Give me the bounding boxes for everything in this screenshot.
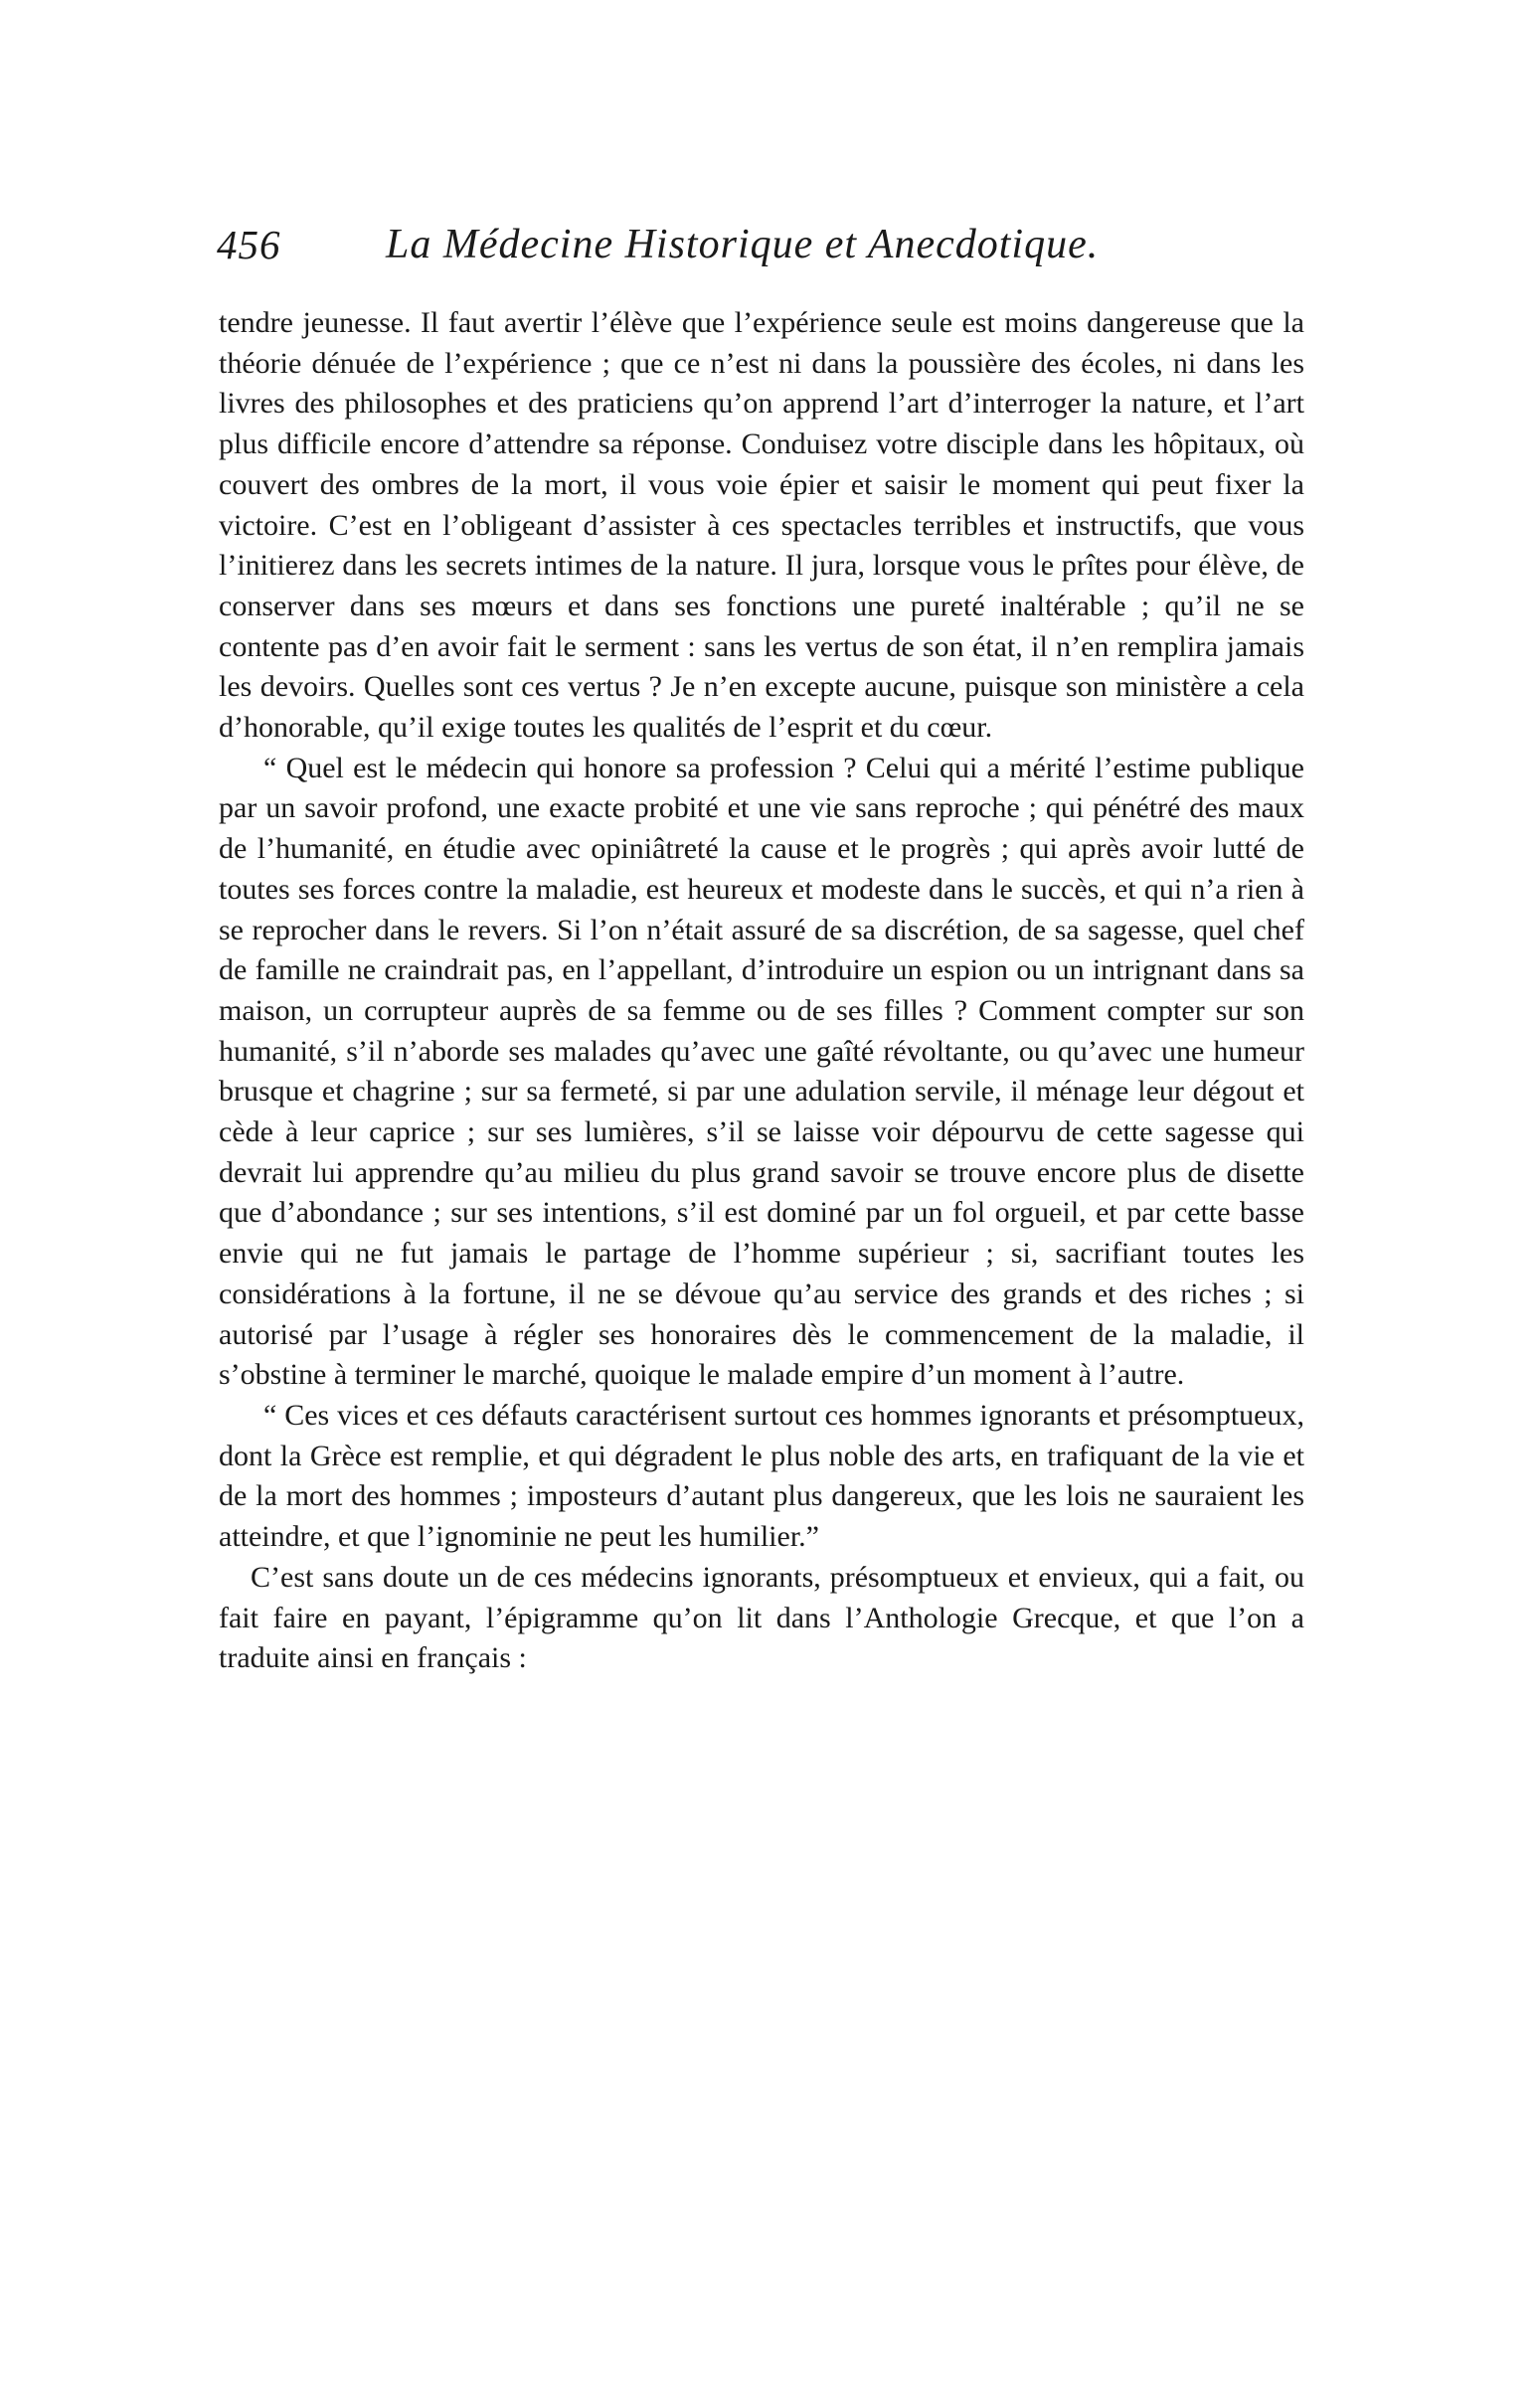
running-head	[217, 221, 1302, 280]
paragraph-quote-vices: “ Ces vices et ces défauts caractérisent surtout ces hommes ignorants et présomptueux, dont la Grèce est remplie, et qui dégradent le plus noble des arts, en trafiquant de la vie et de la mort des hommes ; imposteurs d’autant plus dangereux, que les lois ne sauraient les atteindre, et que l’ignominie ne peut les humilier.”	[219, 1398, 1304, 1554]
paragraph-continuation: tendre jeunesse. Il faut avertir l’élève que l’expérience seule est moins dangereuse que la théorie dénuée de l’expérience ; que ce n’est ni dans la poussière des écoles, ni dans les livres des philosophes et des praticiens qu’on apprend l’art d’interroger la nature, et l’art plus difficile encore d’attendre sa réponse. Conduisez votre disciple dans les hôpitaux, où couvert des ombres de la mort, il vous voie épier et saisir le moment qui peut fixer la victoire. C’est en l’obligeant d’assister à ces spectacles terribles et instructifs, que vous l’initierez dans les secrets intimes de la nature. Il jura, lorsque vous le prîtes pour élève, de conserver dans ses mœurs et dans ses fonctions une pureté inaltérable ; qu’il ne se contente pas d’en avoir fait le serment : sans les vertus de son état, il n’en remplira jamais les devoirs. Quelles sont ces vertus ? Je n’en excepte aucune, puisque son ministère a cela d’honorable, qu’il exige toutes les qualités de l’esprit et du cœur.	[219, 306, 1304, 745]
paragraph-quote-physician: “ Quel est le médecin qui honore sa profession ? Celui qui a mérité l’estime publique par un savoir profond, une exacte probité et une vie sans reproche ; qui pénétré des maux de l’humanité, en étudie avec opiniâtreté la cause et le progrès ; qui après avoir lutté de toutes ses forces contre la maladie, est heureux et modeste dans le succès, et qui n’a rien à se reprocher dans le revers. Si l’on n’était assuré de sa discrétion, de sa sagesse, quel chef de famille ne craindrait pas, en l’appellant, d’introduire un espion ou un intrignant dans sa maison, un corrupteur auprès de sa femme ou de ses filles ? Comment compter sur son humanité, s’il n’aborde ses malades qu’avec une gaîté révoltante, ou qu’avec une humeur brusque et chagrine ; sur sa fermeté, si par une adulation servile, il ménage leur dégout et cède à leur caprice ; sur ses lumières, s’il se laisse voir dépourvu de cette sagesse qui devrait lui apprendre qu’au milieu du plus grand savoir se trouve encore plus de disette que d’abondance ; sur ses intentions, s’il est dominé par un fol orgueil, et par cette basse envie qui ne fut jamais le partage de l’homme supérieur ; si, sacrifiant toutes les considérations à la fortune, il ne se dévoue qu’au service des grands et des riches ; si autorisé par l’usage à régler ses honoraires dès le commencement de la maladie, il s’obstine à terminer le marché, quoique le malade empire d’un moment à l’autre.	[219, 751, 1304, 1392]
page-number: 456	[217, 222, 281, 267]
running-title: La Médecine Historique et Anecdotique.	[386, 222, 1100, 267]
paragraph-epigram-intro: C’est sans doute un de ces médecins ignorants, présomptueux et envieux, qui a fait, ou fait faire en payant, l’épigramme qu’on lit dans l’Anthologie Grecque, et que l’on a traduite ainsi en français :	[219, 1560, 1304, 1675]
body-text	[219, 303, 1304, 1679]
